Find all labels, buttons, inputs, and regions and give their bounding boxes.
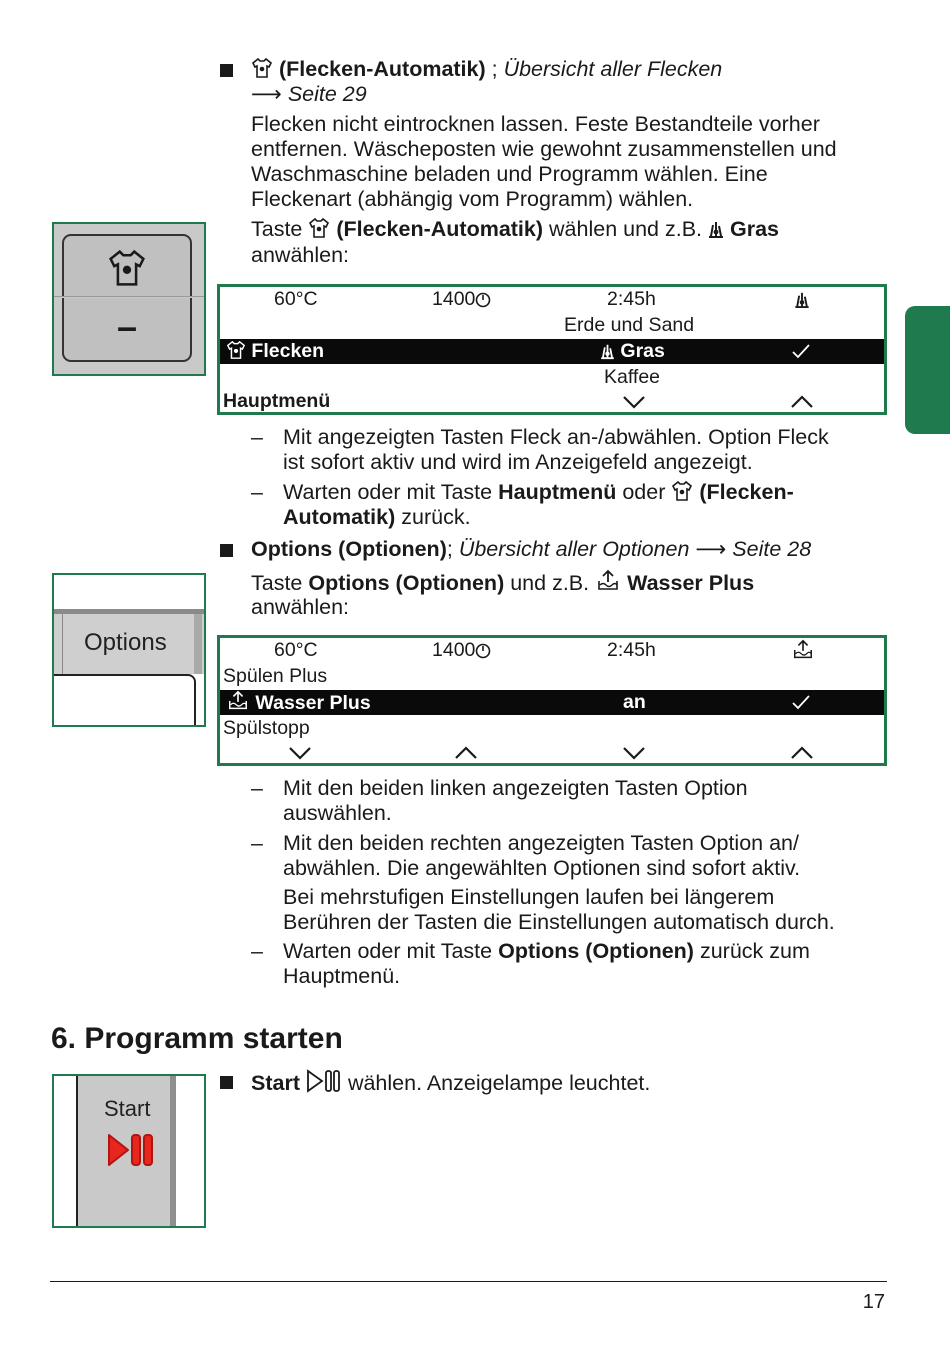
remaining-time: 2:45h: [607, 639, 656, 661]
item-label: Spülen Plus: [223, 665, 328, 687]
display-list-item[interactable]: [220, 313, 884, 338]
spin-speed: 1400: [432, 287, 491, 312]
display-status-row: [220, 638, 884, 663]
shirt-stain-icon: [251, 57, 273, 79]
taste-word: Taste: [251, 217, 303, 241]
item-label: Spülstopp: [223, 717, 310, 739]
flecken-bullet-2: Warten oder mit Taste Hauptmenü oder (Flecken- Automatik) zurück.: [283, 480, 794, 529]
flecken-heading: [251, 57, 722, 82]
softkey-hauptmenue[interactable]: Hauptmenü: [223, 390, 331, 412]
water-plus-icon: [791, 639, 815, 661]
dash: –: [251, 939, 263, 963]
options-bullet-1: Mit den beiden linken angezeigten Tasten Option auswählen.: [283, 776, 748, 825]
dash: –: [251, 425, 263, 449]
minus-glyph: –: [116, 306, 138, 347]
chevron-up-icon[interactable]: [790, 746, 814, 760]
options-button-panel: [52, 573, 206, 727]
flecken-key[interactable]: [62, 234, 192, 296]
spin-icon: [475, 292, 491, 308]
start-key-label: Start: [104, 1096, 151, 1121]
options-key[interactable]: [54, 614, 204, 674]
section-heading: 6. Programm starten: [51, 1022, 343, 1055]
shirt-stain-icon: [107, 248, 147, 288]
panel-frame: [52, 674, 196, 727]
flecken-ref-page: Seite 29: [287, 82, 367, 106]
check-icon: [791, 694, 811, 710]
bullet-square: [220, 544, 233, 557]
minus-key[interactable]: [62, 298, 192, 362]
water-plus-icon: [226, 690, 250, 712]
chevron-down-icon[interactable]: [622, 395, 646, 409]
options-bullet-2: Mit den beiden rechten angezeigten Tasten Option an/ abwählen. Die angewählten Optionen sind sofort aktiv. Bei mehrstufigen Einstellungen laufen bei längerem Berühren der Tasten die Einstellungen automatisch durch.: [283, 831, 835, 934]
flecken-title: (Flecken-Automatik): [278, 57, 486, 81]
item-label: Kaffee: [604, 366, 661, 388]
display-list-item[interactable]: [220, 716, 884, 741]
flecken-ref-text: Übersicht aller Flecken: [503, 57, 723, 81]
display-softkey-row: [220, 389, 884, 414]
start-line: Start wählen. Anzeigelampe leuchtet.: [251, 1071, 651, 1095]
display-options: [217, 635, 887, 766]
shirt-stain-icon: [671, 480, 693, 502]
chapter-tab: [905, 306, 950, 434]
selected-left: Wasser Plus: [226, 690, 371, 716]
taste-mid: wählen und z.B.: [549, 217, 703, 241]
dash: –: [251, 831, 263, 855]
taste-end: anwählen:: [251, 243, 350, 267]
shirt-stain-icon: [226, 340, 246, 360]
chevron-up-icon[interactable]: [790, 395, 814, 409]
flecken-taste-line: [251, 217, 779, 242]
options-heading: Options (Optionen); Übersicht aller Optionen ⟶ Seite 28: [251, 537, 812, 561]
temperature: 60°C: [274, 639, 318, 661]
display-list-item[interactable]: [220, 365, 884, 390]
spin-icon: [475, 643, 491, 659]
bullet-square: [220, 1076, 233, 1089]
bullet-square: [220, 64, 233, 77]
display-selected-row[interactable]: [220, 339, 884, 364]
options-key-label: Options: [84, 629, 167, 656]
flecken-sep: ;: [485, 57, 504, 81]
selected-mid: an: [623, 691, 646, 713]
chevron-down-icon[interactable]: [622, 746, 646, 760]
flecken-button-panel: [52, 222, 206, 376]
start-key[interactable]: [78, 1076, 170, 1226]
temperature: 60°C: [274, 288, 318, 310]
display-list-item[interactable]: [220, 664, 884, 689]
dash: –: [251, 480, 263, 504]
para-line: Flecken nicht eintrocknen lassen. Feste Bestandteile vorher: [251, 112, 820, 136]
selected-mid: Gras: [600, 339, 665, 364]
grass-icon: [794, 290, 810, 309]
start-pause-icon: [306, 1069, 342, 1093]
spin-speed: 1400: [432, 638, 491, 663]
page-number: 17: [862, 1291, 885, 1313]
remaining-time: 2:45h: [607, 288, 656, 310]
para-line: Fleckenart (abhängig vom Programm) wählen.: [251, 187, 694, 211]
display-status-row: [220, 287, 884, 312]
selected-left: Flecken: [226, 339, 324, 364]
start-button-panel: [52, 1074, 206, 1228]
start-pause-icon: [106, 1132, 156, 1168]
grass-icon: [600, 342, 615, 360]
flecken-para: [251, 112, 837, 212]
taste-name: (Flecken-Automatik): [336, 217, 544, 241]
display-softkey-row: [220, 740, 884, 765]
item-label: Erde und Sand: [564, 314, 695, 336]
para-line: Waschmaschine beladen und Programm wählen. Eine: [251, 162, 768, 186]
options-bullet-3: Warten oder mit Taste Options (Optionen) zurück zum Hauptmenü.: [283, 939, 810, 988]
water-plus-icon: [595, 569, 621, 593]
taste-end: anwählen:: [251, 595, 350, 619]
display-selected-row[interactable]: [220, 690, 884, 715]
chevron-up-icon[interactable]: [454, 746, 478, 760]
options-taste-line: Taste Options (Optionen) und z.B. Wasser Plus: [251, 571, 755, 595]
flecken-bullet-1: Mit angezeigten Tasten Fleck an-/abwählen. Option Fleck ist sofort aktiv und wird im Anzeigefeld angezeigt.: [283, 425, 829, 474]
dash: –: [251, 776, 263, 800]
para-line: entfernen. Wäscheposten wie gewohnt zusammenstellen und: [251, 137, 837, 161]
display-flecken: [217, 284, 887, 415]
arrow-glyph: ⟶: [251, 82, 282, 106]
grass-icon: [708, 219, 724, 239]
flecken-ref-line: [251, 82, 367, 107]
shirt-stain-icon: [308, 217, 330, 239]
taste-item: Gras: [729, 217, 779, 241]
panel-divider: [54, 296, 204, 297]
footer-rule: [50, 1281, 887, 1282]
check-icon: [791, 343, 811, 359]
chevron-down-icon[interactable]: [288, 746, 312, 760]
